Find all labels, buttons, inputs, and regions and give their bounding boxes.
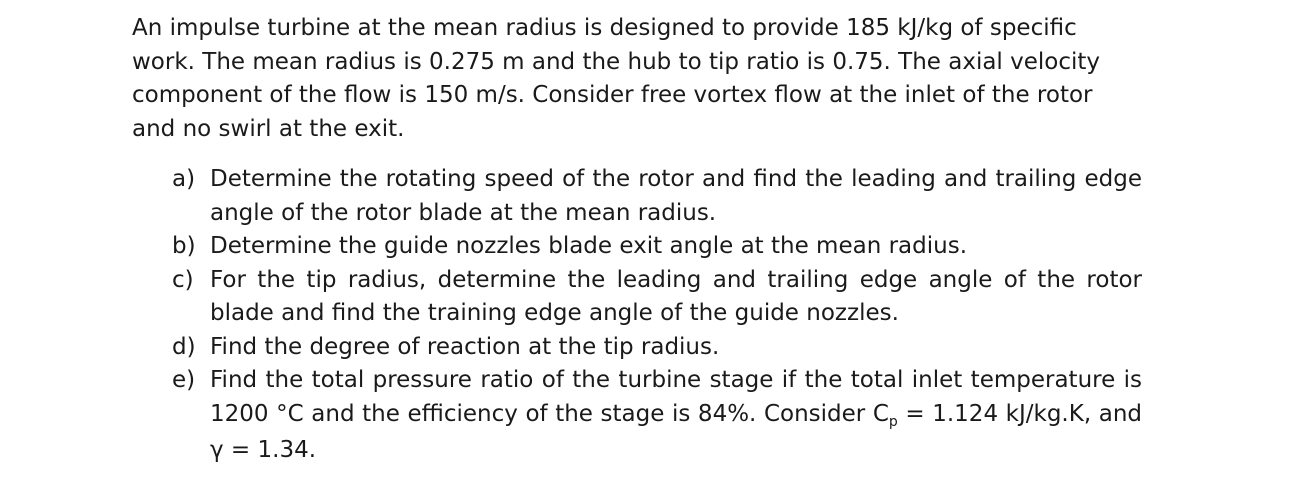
- question-part-a: [172, 163, 1142, 230]
- problem-statement: [132, 12, 1142, 468]
- question-parts-list: [132, 163, 1142, 468]
- problem-intro: An impulse turbine at the mean radius is designed to provide 185 kJ/kg of specific work. The mean radius is 0.275 m and the hub to tip ratio is 0.75. The axial velocity component of the flow is 150 m/s. Consider free vortex flow at the inlet of the rotor and no swirl at the exit.: [132, 15, 1101, 142]
- question-part-b: [172, 230, 1142, 264]
- part-letter: e): [172, 367, 196, 393]
- part-text-before-subscript: Find the total pressure ratio of the turbine stage if the total inlet temperature is 1200 °C and the efficiency of the stage is 84%. Consider C: [210, 367, 1142, 427]
- part-letter: c): [172, 266, 194, 293]
- part-text-after-subscript: = 1.124 kJ/kg.K, and γ = 1.34.: [210, 400, 1142, 463]
- part-letter: b): [172, 233, 196, 259]
- part-text: Determine the rotating speed of the rotor and find the leading and trailing edge angle of the rotor blade at the mean radius.: [210, 166, 1142, 226]
- question-part-e: [172, 364, 1142, 468]
- part-letter: d): [172, 333, 196, 360]
- question-part-d: [172, 331, 1142, 365]
- question-part-c: [172, 264, 1142, 331]
- part-text: For the tip radius, determine the leading and trailing edge angle of the rotor blade and find the training edge angle of the guide nozzles.: [210, 266, 1142, 326]
- cp-subscript: p: [888, 413, 898, 430]
- part-text: [210, 364, 1142, 468]
- part-text: Determine the guide nozzles blade exit angle at the mean radius.: [210, 233, 968, 259]
- part-letter: a): [172, 166, 196, 192]
- part-text: Find the degree of reaction at the tip radius.: [210, 333, 720, 360]
